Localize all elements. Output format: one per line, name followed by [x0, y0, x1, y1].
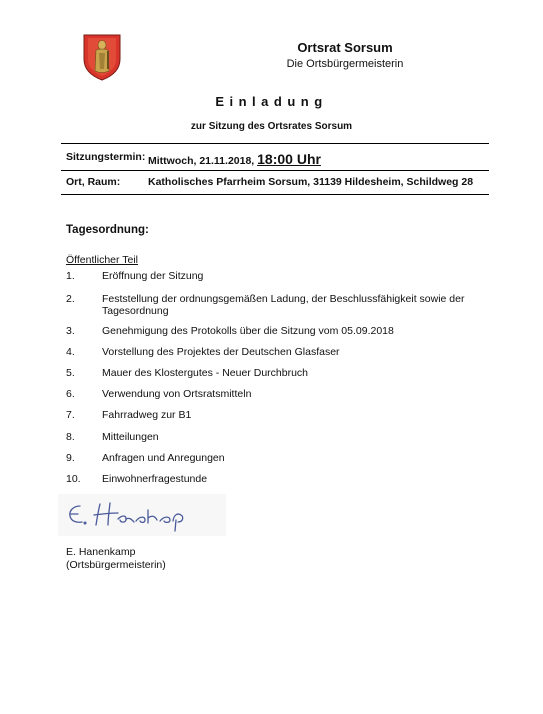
- agenda-item-text: Mitteilungen: [102, 431, 159, 443]
- signer-role: (Ortsbürgermeisterin): [66, 559, 166, 571]
- agenda-item-text: Anfragen und Anregungen: [102, 452, 225, 464]
- agenda-item-number: 4.: [66, 346, 75, 358]
- agenda-item-text: Mauer des Klostergutes - Neuer Durchbruch: [102, 367, 309, 379]
- meeting-time: 18:00 Uhr: [257, 151, 321, 167]
- agenda-item-text: Vorstellung des Projektes der Deutschen Glasfaser: [102, 346, 340, 358]
- section-heading: Öffentlicher Teil: [66, 254, 138, 266]
- organization-block: [240, 40, 450, 71]
- agenda-item-text: Feststellung der ordnungsgemäßen Ladung, der Beschlussfähigkeit sowie der Tagesordnung: [102, 293, 465, 317]
- agenda-item-text: Genehmigung des Protokolls über die Sitzung vom 05.09.2018: [102, 325, 394, 337]
- document-subtitle: zur Sitzung des Ortsrates Sorsum: [190, 121, 353, 132]
- meeting-date: Mittwoch, 21.11.2018,: [148, 155, 255, 167]
- meeting-place-value: Katholisches Pfarrheim Sorsum, 31139 Hildesheim, Schildweg 28: [148, 176, 474, 188]
- divider-bottom: [61, 194, 489, 195]
- agenda-heading: Tagesordnung:: [66, 224, 149, 236]
- agenda-item-number: 9.: [66, 452, 75, 464]
- handwritten-signature: [58, 494, 226, 536]
- org-subtitle: Die Ortsbürgermeisterin: [286, 58, 404, 70]
- agenda-item-number: 1.: [66, 270, 75, 282]
- divider-top: [61, 143, 489, 144]
- agenda-item-number: 2.: [66, 293, 75, 305]
- agenda-item-number: 5.: [66, 367, 75, 379]
- meeting-place-label: Ort, Raum:: [66, 176, 121, 188]
- signer-name: E. Hanenkamp: [66, 546, 136, 558]
- meeting-date-label: Sitzungstermin:: [66, 151, 146, 163]
- agenda-item-number: 6.: [66, 388, 75, 400]
- signer-block: [66, 546, 166, 572]
- coat-of-arms-icon: [82, 33, 122, 81]
- agenda-item-number: 3.: [66, 325, 75, 337]
- agenda-item-number: 7.: [66, 409, 75, 421]
- agenda-item-text: Verwendung von Ortsratsmitteln: [102, 388, 252, 400]
- document-title: Einladung: [215, 94, 328, 109]
- agenda-item-text: Einwohnerfragestunde: [102, 473, 208, 485]
- agenda-item-text: Eröffnung der Sitzung: [102, 270, 204, 282]
- meeting-date-value: [148, 151, 321, 167]
- agenda-item-number: 8.: [66, 431, 75, 443]
- org-name: Ortsrat Sorsum: [297, 40, 393, 55]
- divider-middle: [61, 170, 489, 171]
- agenda-item-number: 10.: [66, 473, 81, 485]
- agenda-item-text: Fahrradweg zur B1: [102, 409, 192, 421]
